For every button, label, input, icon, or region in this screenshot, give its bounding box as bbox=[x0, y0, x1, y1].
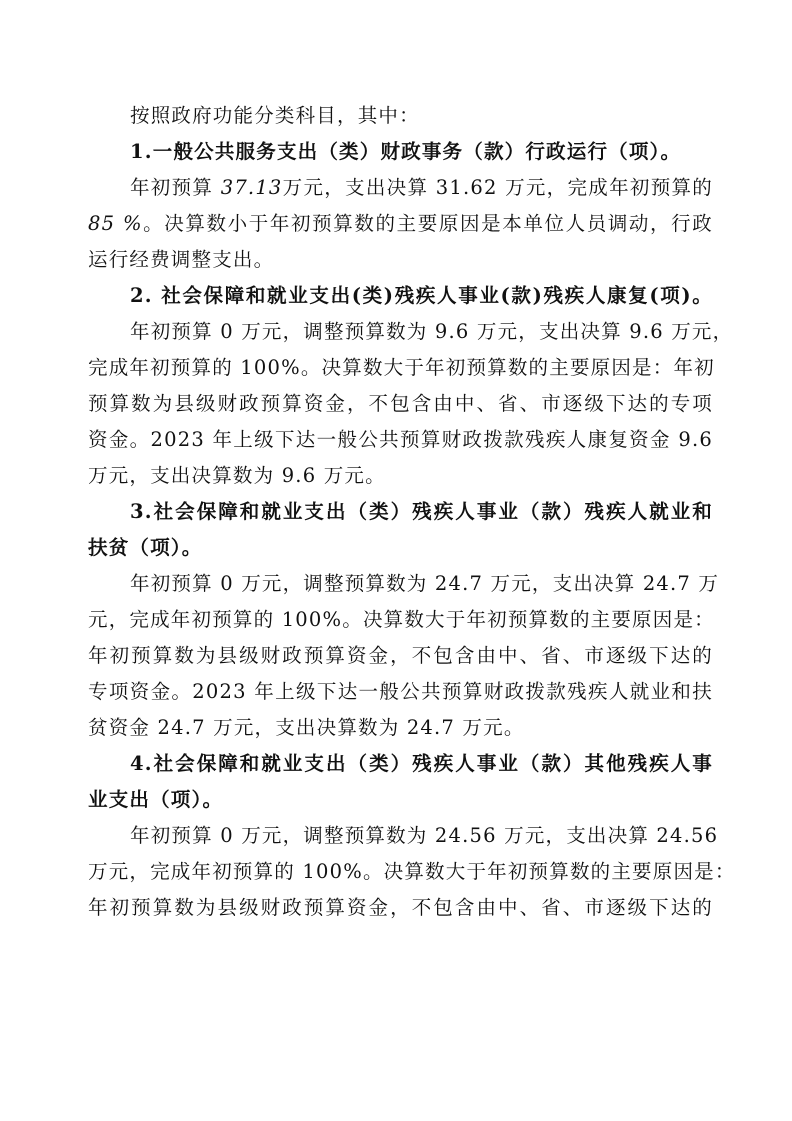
item-1-text-a: 年初预算 bbox=[130, 176, 221, 199]
document-page bbox=[88, 98, 736, 926]
item-2-line-2: 完成年初预算的 100%。决算数大于年初预算数的主要原因是：年初 bbox=[88, 356, 715, 379]
item-3-heading-1: 3.社会保障和就业支出（类）残疾人事业（款）残疾人就业和 bbox=[130, 500, 713, 523]
item-1-line-3: 运行经费调整支出。 bbox=[88, 248, 275, 271]
item-3-line-2: 元，完成年初预算的 100%。决算数大于年初预算数的主要原因是： bbox=[88, 608, 715, 631]
item-3-line-5: 贫资金 24.7 万元，支出决算数为 24.7 万元。 bbox=[88, 716, 525, 739]
item-2-line-3: 预算数为县级财政预算资金，不包含由中、省、市逐级下达的专项 bbox=[88, 392, 713, 415]
item-2-heading: 2. 社会保障和就业支出(类)残疾人事业(款)残疾人康复(项)。 bbox=[130, 284, 713, 307]
item-1-text-c: 万元，支出决算 31.62 万元，完成年初预算的 bbox=[282, 176, 713, 199]
item-3-line-1: 年初预算 0 万元，调整预算数为 24.7 万元，支出决算 24.7 万 bbox=[130, 572, 720, 595]
item-1-line-2 bbox=[88, 206, 713, 242]
item-4-line-2: 万元，完成年初预算的 100%。决算数大于年初预算数的主要原因是： bbox=[88, 860, 736, 883]
item-1-budget-value: 37.13 bbox=[220, 176, 283, 199]
item-2-line-1: 年初预算 0 万元，调整预算数为 9.6 万元，支出决算 9.6 万元， bbox=[130, 320, 734, 343]
item-4-heading-2: 业支出（项）。 bbox=[88, 788, 224, 811]
item-4-heading-1: 4.社会保障和就业支出（类）残疾人事业（款）其他残疾人事 bbox=[130, 752, 713, 775]
item-4-line-1: 年初预算 0 万元，调整预算数为 24.56 万元，支出决算 24.56 bbox=[130, 824, 719, 847]
item-3-heading-2: 扶贫（项）。 bbox=[88, 536, 203, 559]
item-2-line-5: 万元，支出决算数为 9.6 万元。 bbox=[88, 464, 386, 487]
item-4-line-3: 年初预算数为县级财政预算资金，不包含由中、省、市逐级下达的 bbox=[88, 896, 713, 919]
item-1-line-1 bbox=[88, 170, 713, 206]
item-1-text-d: 。决算数小于年初预算数的主要原因是本单位人员调动，行政 bbox=[142, 212, 713, 235]
item-1-heading: 1.一般公共服务支出（类）财政事务（款）行政运行（项）。 bbox=[130, 140, 682, 163]
item-3-line-4: 专项资金。2023 年上级下达一般公共预算财政拨款残疾人就业和扶 bbox=[88, 680, 713, 703]
item-1-percent-value: 85 % bbox=[88, 212, 143, 235]
item-2-line-4: 资金。2023 年上级下达一般公共预算财政拨款残疾人康复资金 9.6 bbox=[88, 428, 713, 451]
item-3-line-3: 年初预算数为县级财政预算资金，不包含由中、省、市逐级下达的 bbox=[88, 644, 713, 667]
intro-line: 按照政府功能分类科目，其中： bbox=[130, 104, 420, 127]
